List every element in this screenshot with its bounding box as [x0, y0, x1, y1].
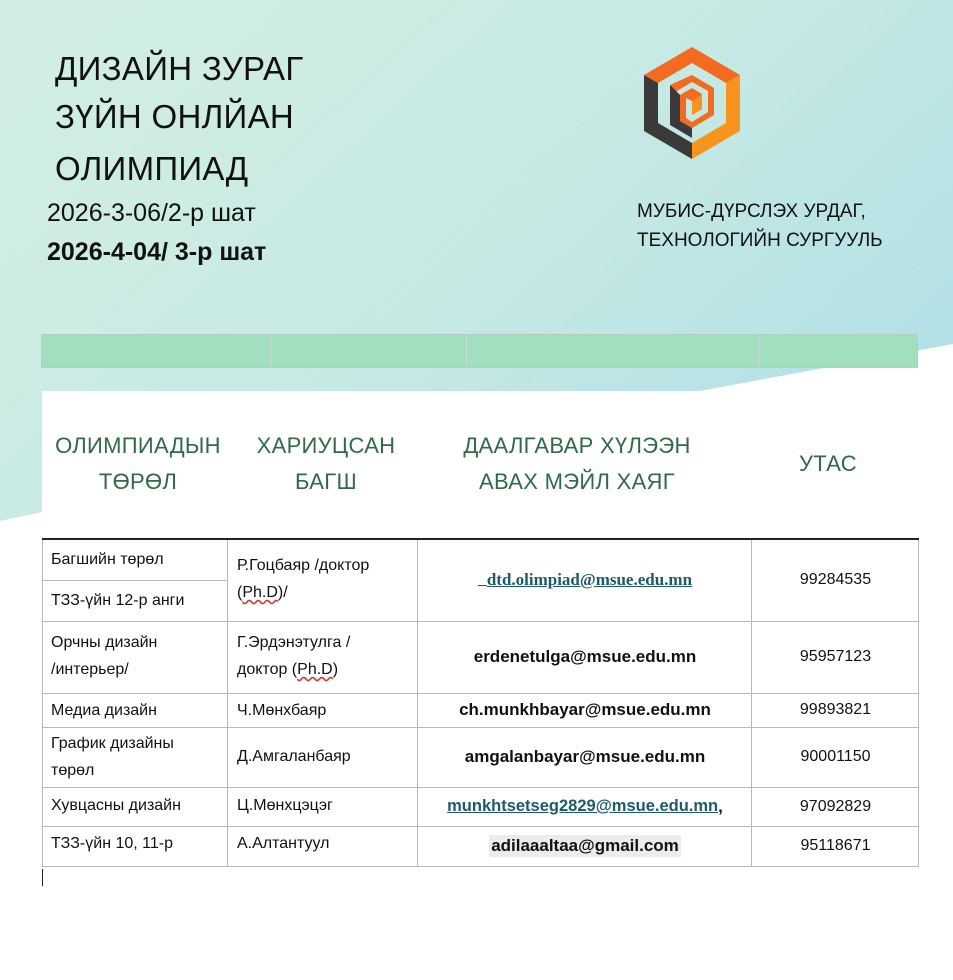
header-phone: УТАС [799, 451, 857, 476]
row2-phone: 95957123 [799, 648, 872, 665]
row4-teacher: Д.Амгаланбаяр [237, 748, 351, 765]
row1-teacher: Р.Гоцбаяр /доктор (Ph.D)/ [237, 557, 370, 601]
school-name-line-2: ТЕХНОЛОГИЙН СУРГУУЛЬ [637, 230, 883, 251]
table-green-band [41, 334, 918, 368]
row3-teacher: Ч.Мөнхбаяр [237, 702, 327, 719]
date-round-3: 2026-4-04/ 3-р шат [47, 238, 267, 266]
text-cursor [42, 869, 43, 886]
row4-type: График дизайны төрөл [51, 735, 174, 779]
row2-email-cell [418, 621, 752, 693]
row4-email-cell [418, 727, 752, 787]
header-olympiad-type: ОЛИМПИАДЫН ТӨРӨЛ [55, 433, 221, 494]
row6-teacher: А.Алтантуул [237, 835, 330, 852]
title-line-2: ЗҮЙН ОНЛЙАН [55, 98, 295, 135]
row6-type: ТЗЗ-үйн 10, 11-р [51, 835, 173, 852]
header-email: ДААЛГАВАР ХҮЛЭЭН АВАХ МЭЙЛ ХАЯГ [463, 433, 691, 494]
row3-email[interactable]: ch.munkhbayar@msue.edu.mn [459, 700, 711, 719]
title-line-3: ОЛИМПИАД [55, 150, 249, 187]
hexagon-cube-logo-icon [640, 45, 744, 161]
row1-type-a: Багшийн төрөл [51, 551, 164, 568]
row4-phone: 90001150 [800, 748, 871, 765]
row1-phone: 99284535 [799, 571, 872, 588]
row1-email-link[interactable]: dtd.olimpiad@msue.edu.mn [486, 570, 693, 589]
row5-type: Хувцасны дизайн [51, 797, 181, 814]
school-name-line-1: МУБИС-ДҮРСЛЭХ УРДАГ, [637, 201, 866, 222]
row6-email-cell [418, 826, 752, 866]
row5-phone: 97092829 [799, 797, 872, 815]
row2-type: Орчны дизайн /интерьер/ [51, 634, 158, 678]
row6-email[interactable]: adilaaaltaa@gmail.com [491, 836, 679, 855]
row1-email-cell [418, 540, 752, 620]
header-teacher: ХАРИУЦСАН БАГШ [256, 433, 396, 494]
row5-email-link[interactable]: munkhtsetseg2829@msue.edu.mn [447, 797, 719, 815]
row3-type: Медиа дизайн [51, 702, 157, 719]
row2-teacher: Г.Эрдэнэтулга / доктор (Ph.D) [237, 634, 351, 678]
date-round-2: 2026-3-06/2-р шат [47, 199, 256, 227]
row5-teacher: Ц.Мөнхцэцэг [237, 797, 333, 814]
row4-email[interactable]: amgalanbayar@msue.edu.mn [464, 747, 706, 766]
row6-phone: 95118671 [800, 837, 871, 854]
row5-email-cell: munkhtsetseg2829@msue.edu.mn , [447, 796, 723, 816]
row1-type-b: ТЗЗ-үйн 12-р анги [51, 592, 185, 609]
row3-phone: 99893821 [799, 701, 872, 718]
title-line-1: ДИЗАЙН ЗУРАГ [55, 50, 304, 87]
row3-email-cell [418, 693, 752, 727]
row2-email[interactable]: erdenetulga@msue.edu.mn [473, 647, 697, 666]
